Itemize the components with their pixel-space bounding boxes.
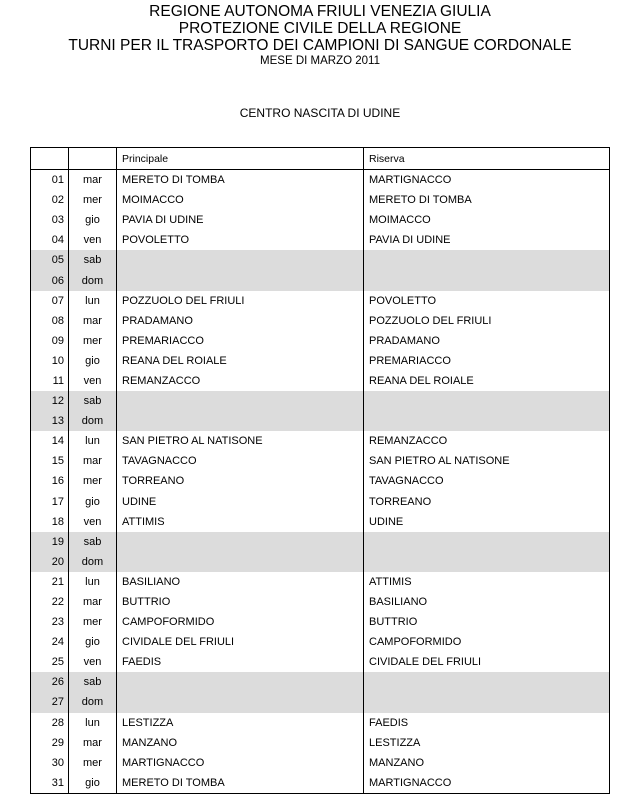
table-row xyxy=(31,692,610,712)
day-number-cell: 15 xyxy=(31,451,69,471)
day-number-cell: 02 xyxy=(31,190,69,210)
principale-cell: UDINE xyxy=(117,492,364,512)
weekday-cell: gio xyxy=(69,492,117,512)
table-row xyxy=(31,170,610,191)
riserva-cell: POZZUOLO DEL FRIULI xyxy=(364,311,610,331)
weekday-cell: sab xyxy=(69,672,117,692)
riserva-cell: MERETO DI TOMBA xyxy=(364,190,610,210)
riserva-cell: PREMARIACCO xyxy=(364,351,610,371)
day-number-cell: 16 xyxy=(31,471,69,491)
principale-cell xyxy=(117,672,364,692)
table-row xyxy=(31,291,610,311)
weekday-cell: dom xyxy=(69,270,117,290)
day-number-cell: 18 xyxy=(31,512,69,532)
principale-cell: BUTTRIO xyxy=(117,592,364,612)
weekday-cell: dom xyxy=(69,411,117,431)
riserva-cell: MOIMACCO xyxy=(364,210,610,230)
day-number-cell: 08 xyxy=(31,311,69,331)
document-title: TURNI PER IL TRASPORTO DEI CAMPIONI DI SANGUE CORDONALE xyxy=(68,37,572,54)
day-number-cell: 24 xyxy=(31,632,69,652)
riserva-cell xyxy=(364,270,610,290)
column-header-principale: Principale xyxy=(117,148,364,170)
principale-cell: MOIMACCO xyxy=(117,190,364,210)
principale-cell: POZZUOLO DEL FRIULI xyxy=(117,291,364,311)
day-number-cell: 26 xyxy=(31,672,69,692)
weekday-cell: gio xyxy=(69,773,117,794)
weekday-cell: ven xyxy=(69,512,117,532)
riserva-cell: BUTTRIO xyxy=(364,612,610,632)
table-row xyxy=(31,431,610,451)
weekday-cell: mer xyxy=(69,331,117,351)
riserva-cell: REANA DEL ROIALE xyxy=(364,371,610,391)
principale-cell: PREMARIACCO xyxy=(117,331,364,351)
table-row xyxy=(31,471,610,491)
weekday-cell: sab xyxy=(69,391,117,411)
principale-cell xyxy=(117,552,364,572)
weekday-cell: mar xyxy=(69,592,117,612)
riserva-cell: FAEDIS xyxy=(364,713,610,733)
table-row xyxy=(31,632,610,652)
riserva-cell: BASILIANO xyxy=(364,592,610,612)
day-number-cell: 27 xyxy=(31,692,69,712)
table-row xyxy=(31,391,610,411)
day-number-cell: 12 xyxy=(31,391,69,411)
table-row xyxy=(31,230,610,250)
table-row xyxy=(31,210,610,230)
principale-cell: POVOLETTO xyxy=(117,230,364,250)
riserva-cell xyxy=(364,532,610,552)
table-body xyxy=(31,170,610,794)
day-number-cell: 19 xyxy=(31,532,69,552)
day-number-cell: 13 xyxy=(31,411,69,431)
table-row xyxy=(31,512,610,532)
riserva-cell xyxy=(364,552,610,572)
table-row xyxy=(31,250,610,270)
riserva-cell xyxy=(364,391,610,411)
principale-cell xyxy=(117,692,364,712)
month-label: MESE DI MARZO 2011 xyxy=(260,55,380,67)
weekday-cell: gio xyxy=(69,210,117,230)
table-row xyxy=(31,492,610,512)
table-row xyxy=(31,331,610,351)
principale-cell: CIVIDALE DEL FRIULI xyxy=(117,632,364,652)
day-number-cell: 29 xyxy=(31,733,69,753)
day-number-cell: 01 xyxy=(31,170,69,191)
weekday-cell: lun xyxy=(69,431,117,451)
principale-cell: PAVIA DI UDINE xyxy=(117,210,364,230)
riserva-cell: PAVIA DI UDINE xyxy=(364,230,610,250)
shift-table xyxy=(30,147,610,794)
principale-cell: CAMPOFORMIDO xyxy=(117,612,364,632)
riserva-cell xyxy=(364,692,610,712)
weekday-cell: dom xyxy=(69,692,117,712)
weekday-cell: ven xyxy=(69,230,117,250)
principale-cell: SAN PIETRO AL NATISONE xyxy=(117,431,364,451)
day-number-cell: 10 xyxy=(31,351,69,371)
table-row xyxy=(31,311,610,331)
day-number-cell: 07 xyxy=(31,291,69,311)
table-row xyxy=(31,652,610,672)
weekday-cell: lun xyxy=(69,713,117,733)
principale-cell: REANA DEL ROIALE xyxy=(117,351,364,371)
riserva-cell xyxy=(364,250,610,270)
principale-cell xyxy=(117,250,364,270)
weekday-cell: ven xyxy=(69,652,117,672)
weekday-cell: lun xyxy=(69,572,117,592)
weekday-cell: mar xyxy=(69,311,117,331)
day-number-cell: 04 xyxy=(31,230,69,250)
principale-cell: REMANZACCO xyxy=(117,371,364,391)
riserva-cell xyxy=(364,411,610,431)
day-number-cell: 28 xyxy=(31,713,69,733)
weekday-cell: mar xyxy=(69,733,117,753)
riserva-cell: MARTIGNACCO xyxy=(364,170,610,191)
riserva-cell: CIVIDALE DEL FRIULI xyxy=(364,652,610,672)
principale-cell xyxy=(117,270,364,290)
day-number-cell: 09 xyxy=(31,331,69,351)
weekday-cell: gio xyxy=(69,632,117,652)
table-row xyxy=(31,351,610,371)
day-number-cell: 25 xyxy=(31,652,69,672)
day-number-cell: 23 xyxy=(31,612,69,632)
weekday-cell: mer xyxy=(69,612,117,632)
principale-cell xyxy=(117,411,364,431)
day-number-cell: 14 xyxy=(31,431,69,451)
table-row xyxy=(31,713,610,733)
riserva-cell: POVOLETTO xyxy=(364,291,610,311)
table-row xyxy=(31,733,610,753)
table-row xyxy=(31,612,610,632)
principale-cell: MERETO DI TOMBA xyxy=(117,773,364,794)
region-title: REGIONE AUTONOMA FRIULI VENEZIA GIULIA xyxy=(149,3,491,20)
riserva-cell xyxy=(364,672,610,692)
weekday-cell: sab xyxy=(69,532,117,552)
riserva-cell: PRADAMANO xyxy=(364,331,610,351)
table-row xyxy=(31,672,610,692)
weekday-cell: mer xyxy=(69,753,117,773)
principale-cell: MARTIGNACCO xyxy=(117,753,364,773)
riserva-cell: REMANZACCO xyxy=(364,431,610,451)
principale-cell: BASILIANO xyxy=(117,572,364,592)
day-number-cell: 06 xyxy=(31,270,69,290)
riserva-cell: CAMPOFORMIDO xyxy=(364,632,610,652)
principale-cell: PRADAMANO xyxy=(117,311,364,331)
table-row xyxy=(31,270,610,290)
riserva-cell: MARTIGNACCO xyxy=(364,773,610,794)
day-number-cell: 11 xyxy=(31,371,69,391)
table-row xyxy=(31,371,610,391)
riserva-cell: TORREANO xyxy=(364,492,610,512)
day-number-cell: 17 xyxy=(31,492,69,512)
table-row xyxy=(31,552,610,572)
table-row xyxy=(31,532,610,552)
weekday-cell: dom xyxy=(69,552,117,572)
weekday-cell: mar xyxy=(69,451,117,471)
principale-cell: LESTIZZA xyxy=(117,713,364,733)
riserva-cell: SAN PIETRO AL NATISONE xyxy=(364,451,610,471)
day-number-cell: 31 xyxy=(31,773,69,794)
day-number-cell: 30 xyxy=(31,753,69,773)
riserva-cell: UDINE xyxy=(364,512,610,532)
table-row xyxy=(31,451,610,471)
weekday-cell: lun xyxy=(69,291,117,311)
day-number-cell: 20 xyxy=(31,552,69,572)
principale-cell: TORREANO xyxy=(117,471,364,491)
table-header-row xyxy=(31,148,610,170)
day-number-cell: 03 xyxy=(31,210,69,230)
day-number-cell: 05 xyxy=(31,250,69,270)
center-title: CENTRO NASCITA DI UDINE xyxy=(239,106,401,120)
weekday-cell: mar xyxy=(69,170,117,191)
principale-cell: FAEDIS xyxy=(117,652,364,672)
day-number-cell: 21 xyxy=(31,572,69,592)
principale-cell: TAVAGNACCO xyxy=(117,451,364,471)
day-number-cell: 22 xyxy=(31,592,69,612)
riserva-cell: ATTIMIS xyxy=(364,572,610,592)
weekday-cell: ven xyxy=(69,371,117,391)
weekday-cell: mer xyxy=(69,190,117,210)
table-row xyxy=(31,753,610,773)
table-row xyxy=(31,411,610,431)
riserva-cell: MANZANO xyxy=(364,753,610,773)
principale-cell xyxy=(117,391,364,411)
riserva-cell: LESTIZZA xyxy=(364,733,610,753)
principale-cell xyxy=(117,532,364,552)
column-header-weekday xyxy=(69,148,117,170)
principale-cell: MANZANO xyxy=(117,733,364,753)
riserva-cell: TAVAGNACCO xyxy=(364,471,610,491)
table-row xyxy=(31,190,610,210)
weekday-cell: gio xyxy=(69,351,117,371)
table-row xyxy=(31,572,610,592)
column-header-day-number xyxy=(31,148,69,170)
agency-title: PROTEZIONE CIVILE DELLA REGIONE xyxy=(178,20,462,37)
weekday-cell: mer xyxy=(69,471,117,491)
table-row xyxy=(31,773,610,794)
weekday-cell: sab xyxy=(69,250,117,270)
principale-cell: ATTIMIS xyxy=(117,512,364,532)
table-row xyxy=(31,592,610,612)
principale-cell: MERETO DI TOMBA xyxy=(117,170,364,191)
column-header-riserva: Riserva xyxy=(364,148,610,170)
